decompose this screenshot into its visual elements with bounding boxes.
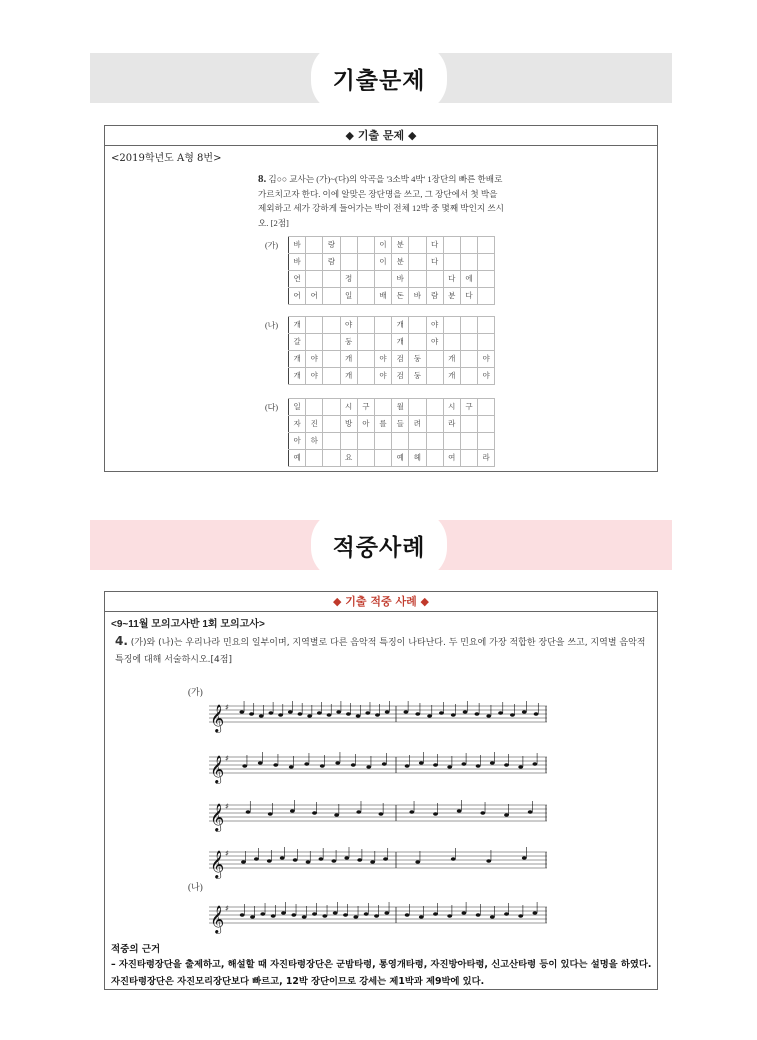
exam-question: [258, 172, 504, 230]
note-head: [320, 764, 325, 768]
grid-cell: 아: [289, 433, 306, 450]
note-head: [288, 710, 293, 714]
grid-cell: [426, 450, 443, 467]
grid-cell: [478, 288, 495, 305]
note-head: [344, 856, 349, 860]
note-head: [366, 765, 371, 769]
note-head: [246, 810, 251, 814]
grid-label: (다): [265, 403, 279, 412]
note-head: [451, 713, 456, 717]
grid-cell: [443, 433, 460, 450]
hit-box-header: ◆ 기출 적중 사례 ◆: [105, 592, 657, 612]
note-head: [504, 813, 509, 817]
grid-cell: [357, 317, 374, 334]
grid-cell: 연: [289, 271, 306, 288]
grid-cell: [374, 334, 391, 351]
grid-cell: [323, 399, 340, 416]
note-head: [447, 765, 452, 769]
grid-cell: [409, 317, 426, 334]
note-head: [353, 915, 358, 919]
note-head: [486, 714, 491, 718]
note-head: [522, 710, 527, 714]
grid-cell: 개: [289, 317, 306, 334]
grid-cell: 다: [443, 271, 460, 288]
sharp-icon: ♯: [225, 904, 229, 913]
grid-cell: 라: [478, 450, 495, 467]
grid-cell: 분: [443, 288, 460, 305]
note-head: [304, 762, 309, 766]
grid-cell: 야: [426, 317, 443, 334]
note-head: [433, 912, 438, 916]
note-head: [364, 912, 369, 916]
grid-cell: [460, 368, 477, 385]
grid-cell: 를: [374, 416, 391, 433]
section-title-hit: 적중사례: [311, 510, 447, 580]
note-head: [415, 712, 420, 716]
note-head: [281, 911, 286, 915]
note-head: [240, 913, 245, 917]
grid-row: [289, 368, 495, 385]
grid-cell: [409, 237, 426, 254]
note-head: [250, 915, 255, 919]
note-head: [336, 710, 341, 714]
grid-cell: 야: [374, 351, 391, 368]
note-head: [528, 810, 533, 814]
note-head: [298, 712, 303, 716]
grid-cell: [478, 433, 495, 450]
sharp-icon: ♯: [225, 754, 229, 763]
grid-label: (나): [265, 321, 279, 330]
grid-cell: [443, 254, 460, 271]
note-head: [476, 764, 481, 768]
score-staff-5: [209, 897, 549, 937]
grid-cell: 시: [443, 399, 460, 416]
note-head: [351, 763, 356, 767]
note-head: [480, 811, 485, 815]
note-head: [522, 856, 527, 860]
note-head: [385, 710, 390, 714]
grid-cell: 어: [289, 288, 306, 305]
grid-cell: [306, 334, 323, 351]
jangdan-grid: [288, 236, 495, 305]
grid-cell: 라: [443, 416, 460, 433]
grid-cell: 야: [478, 351, 495, 368]
note-head: [375, 713, 380, 717]
grid-cell: 개: [443, 368, 460, 385]
note-head: [419, 761, 424, 765]
grid-cell: [357, 433, 374, 450]
grid-cell: [357, 288, 374, 305]
grid-cell: 분: [392, 237, 409, 254]
grid-cell: 하: [306, 433, 323, 450]
grid-cell: [323, 450, 340, 467]
grid-cell: 배: [374, 288, 391, 305]
grid-cell: [443, 237, 460, 254]
note-head: [447, 914, 452, 918]
grid-cell: 정: [340, 271, 357, 288]
note-head: [419, 915, 424, 919]
note-head: [427, 714, 432, 718]
grid-cell: [478, 271, 495, 288]
grid-cell: [374, 433, 391, 450]
note-head: [312, 811, 317, 815]
note-head: [312, 912, 317, 916]
note-head: [260, 912, 265, 916]
sharp-icon: ♯: [225, 703, 229, 712]
grid-cell: [323, 317, 340, 334]
note-head: [379, 812, 384, 816]
grid-cell: [460, 351, 477, 368]
grid-cell: 분: [392, 254, 409, 271]
hit-question-text: (가)와 (나)는 우리나라 민요의 일부이며, 지역별로 다른 음악적 특징이 나타난다. 두 민요에 가장 적합한 장단을 쓰고, 지역별 음악적 특징에 대해 서술하시오.[4점]: [115, 638, 646, 665]
grid-cell: 들: [392, 416, 409, 433]
grid-cell: [306, 450, 323, 467]
grid-row: [289, 334, 495, 351]
note-head: [267, 859, 272, 863]
grid-cell: [357, 334, 374, 351]
note-head: [510, 713, 515, 717]
grid-cell: [409, 334, 426, 351]
note-head: [475, 712, 480, 716]
grid-cell: 어: [306, 288, 323, 305]
grid-cell: [357, 368, 374, 385]
grid-cell: 구: [460, 399, 477, 416]
note-head: [463, 710, 468, 714]
grid-cell: 개: [392, 334, 409, 351]
grid-cell: [478, 399, 495, 416]
exam-question-number: 8.: [258, 173, 267, 185]
grid-cell: 야: [340, 317, 357, 334]
grid-cell: 일: [340, 288, 357, 305]
grid-cell: 야: [306, 368, 323, 385]
exam-source: <2019학년도 A형 8번>: [111, 153, 222, 164]
grid-cell: [374, 399, 391, 416]
note-head: [374, 914, 379, 918]
grid-cell: [426, 416, 443, 433]
grid-cell: 바: [409, 288, 426, 305]
grid-cell: [426, 399, 443, 416]
grid-cell: [443, 317, 460, 334]
note-head: [476, 913, 481, 917]
grid-cell: 다: [426, 254, 443, 271]
grid-cell: 돈: [392, 288, 409, 305]
note-head: [331, 859, 336, 863]
grid-cell: [323, 368, 340, 385]
score-staff-1: [209, 696, 549, 736]
grid-cell: [392, 433, 409, 450]
hit-source: <9~11월 모의고사반 1회 모의고사>: [111, 619, 265, 630]
grid-cell: [460, 254, 477, 271]
note-head: [382, 762, 387, 766]
grid-cell: [460, 433, 477, 450]
grid-cell: 예: [289, 450, 306, 467]
grid-cell: 바: [392, 271, 409, 288]
grid-cell: 개: [443, 351, 460, 368]
grid-cell: 람: [323, 254, 340, 271]
grid-cell: [357, 237, 374, 254]
grid-cell: [409, 433, 426, 450]
grid-cell: [374, 317, 391, 334]
note-head: [498, 711, 503, 715]
grid-cell: [374, 450, 391, 467]
grid-cell: [460, 237, 477, 254]
note-head: [334, 813, 339, 817]
note-head: [259, 714, 264, 718]
grid-row: [289, 433, 495, 450]
grid-row: [289, 450, 495, 467]
grid-cell: [426, 368, 443, 385]
score-staff-2: [209, 747, 549, 787]
grid-cell: 월: [392, 399, 409, 416]
grid-cell: [306, 254, 323, 271]
grid-row: [289, 254, 495, 271]
grid-cell: 아: [357, 416, 374, 433]
grid-cell: 검: [392, 351, 409, 368]
note-head: [533, 911, 538, 915]
note-head: [404, 710, 409, 714]
exam-question-text: 김○○ 교사는 (가)~(다)의 악곡을 '3소박 4박' 1장단의 빠른 한배로 가르치고자 한다. 이에 알맞은 장단명을 쓰고, 그 장단에서 첫 박을 제외하고 세가 강하게 들어가는 박이 전체 12박 중 몇째 박인지 쓰시오. [2점]: [258, 174, 504, 228]
note-head: [518, 765, 523, 769]
note-head: [322, 914, 327, 918]
grid-cell: 이: [374, 254, 391, 271]
grid-cell: [357, 254, 374, 271]
grid-row: [289, 351, 495, 368]
score-staff-4: [209, 842, 549, 882]
grid-cell: [306, 271, 323, 288]
grid-cell: 개: [392, 317, 409, 334]
exam-question-box: [104, 125, 658, 472]
grid-cell: 야: [478, 368, 495, 385]
note-head: [504, 763, 509, 767]
grid-cell: 갈: [289, 334, 306, 351]
sharp-icon: ♯: [225, 802, 229, 811]
grid-cell: [443, 334, 460, 351]
grid-cell: [478, 334, 495, 351]
note-head: [249, 712, 254, 716]
note-head: [291, 913, 296, 917]
note-head: [254, 857, 259, 861]
grid-cell: [460, 416, 477, 433]
grid-cell: [340, 433, 357, 450]
grid-cell: 요: [340, 450, 357, 467]
grid-cell: 다: [426, 237, 443, 254]
grid-cell: 개: [340, 351, 357, 368]
note-head: [462, 911, 467, 915]
grid-cell: [426, 271, 443, 288]
note-head: [271, 914, 276, 918]
grid-cell: [374, 271, 391, 288]
grid-cell: [460, 317, 477, 334]
grid-cell: 일: [289, 399, 306, 416]
note-head: [258, 761, 263, 765]
grid-cell: [323, 271, 340, 288]
grid-cell: [323, 416, 340, 433]
grid-cell: [426, 433, 443, 450]
note-head: [415, 860, 420, 864]
basis-text: – 자진타령장단을 출제하고, 해설할 때 자진타령장단은 군밤타령, 통영개타령, 자진방아타령, 신고산타령 등이 있다는 설명을 하였다. 자진타령장단은 자진모리장단보다 빠르고, 12박 장단이므로 강세는 제1박과 제9박에 있다.: [111, 959, 652, 987]
note-head: [346, 712, 351, 716]
grid-cell: 바: [289, 237, 306, 254]
grid-cell: [426, 351, 443, 368]
note-head: [280, 856, 285, 860]
exam-box-header: ◆ 기출 문제 ◆: [105, 126, 657, 146]
note-head: [490, 915, 495, 919]
grid-cell: [323, 351, 340, 368]
note-head: [462, 762, 467, 766]
grid-cell: [357, 271, 374, 288]
grid-cell: 바: [289, 254, 306, 271]
note-head: [433, 763, 438, 767]
note-head: [343, 913, 348, 917]
treble-clef-icon: 𝄞: [210, 803, 225, 831]
note-head: [293, 858, 298, 862]
grid-cell: [409, 399, 426, 416]
grid-cell: [323, 288, 340, 305]
note-head: [409, 810, 414, 814]
score-label-a: (가): [188, 687, 203, 697]
grid-row: [289, 271, 495, 288]
grid-row: [289, 399, 495, 416]
section-title-exam: 기출문제: [311, 43, 447, 113]
grid-cell: [460, 450, 477, 467]
note-head: [307, 714, 312, 718]
note-head: [356, 714, 361, 718]
note-head: [383, 857, 388, 861]
grid-row: [289, 416, 495, 433]
basis-title: 적중의 근거: [111, 944, 161, 955]
grid-cell: 개: [289, 368, 306, 385]
sharp-icon: ♯: [225, 849, 229, 858]
score-staff-3: [209, 795, 549, 835]
grid-cell: 둥: [409, 351, 426, 368]
grid-cell: [409, 254, 426, 271]
note-head: [241, 860, 246, 864]
note-head: [534, 712, 539, 716]
note-head: [268, 812, 273, 816]
note-head: [504, 912, 509, 916]
note-head: [239, 710, 244, 714]
hit-question: [115, 633, 647, 669]
grid-cell: [340, 254, 357, 271]
grid-cell: 에: [460, 271, 477, 288]
grid-cell: 여: [443, 450, 460, 467]
grid-cell: [460, 334, 477, 351]
treble-clef-icon: 𝄞: [210, 755, 225, 783]
note-head: [290, 809, 295, 813]
note-head: [242, 764, 247, 768]
note-head: [317, 711, 322, 715]
treble-clef-icon: 𝄞: [210, 704, 225, 732]
note-head: [356, 810, 361, 814]
grid-cell: 구: [357, 399, 374, 416]
note-head: [319, 857, 324, 861]
grid-cell: 야: [306, 351, 323, 368]
note-head: [365, 711, 370, 715]
note-head: [457, 809, 462, 813]
note-head: [451, 857, 456, 861]
grid-cell: 둥: [409, 368, 426, 385]
grid-cell: 둥: [340, 334, 357, 351]
note-head: [518, 914, 523, 918]
grid-cell: 개: [289, 351, 306, 368]
note-head: [278, 713, 283, 717]
treble-clef-icon: 𝄞: [210, 905, 225, 933]
grid-cell: 진: [306, 416, 323, 433]
note-head: [405, 764, 410, 768]
grid-cell: [306, 399, 323, 416]
note-head: [306, 860, 311, 864]
note-head: [533, 762, 538, 766]
hit-case-box: [104, 591, 658, 990]
grid-cell: 이: [374, 237, 391, 254]
note-head: [302, 915, 307, 919]
grid-cell: 검: [392, 368, 409, 385]
grid-cell: [478, 317, 495, 334]
note-head: [335, 761, 340, 765]
grid-cell: 개: [340, 368, 357, 385]
grid-cell: 랑: [323, 237, 340, 254]
note-head: [333, 911, 338, 915]
note-head: [439, 711, 444, 715]
grid-label: (가): [265, 241, 279, 250]
jangdan-grid: [288, 316, 495, 385]
grid-cell: 헤: [409, 450, 426, 467]
grid-cell: [478, 254, 495, 271]
note-head: [405, 913, 410, 917]
grid-cell: [306, 317, 323, 334]
grid-cell: [306, 237, 323, 254]
grid-cell: 다: [460, 288, 477, 305]
note-head: [433, 812, 438, 816]
grid-cell: [323, 433, 340, 450]
jangdan-grid: [288, 398, 495, 467]
grid-cell: 야: [374, 368, 391, 385]
note-head: [384, 911, 389, 915]
treble-clef-icon: 𝄞: [210, 850, 225, 878]
grid-cell: 방: [340, 416, 357, 433]
note-head: [370, 860, 375, 864]
grid-cell: [340, 237, 357, 254]
note-head: [269, 711, 274, 715]
grid-cell: [357, 351, 374, 368]
hit-question-number: 4.: [115, 634, 128, 648]
grid-cell: [478, 416, 495, 433]
note-head: [486, 859, 491, 863]
grid-cell: [409, 271, 426, 288]
grid-cell: [357, 450, 374, 467]
grid-row: [289, 317, 495, 334]
note-head: [357, 858, 362, 862]
grid-cell: [323, 334, 340, 351]
grid-cell: 예: [392, 450, 409, 467]
grid-row: [289, 288, 495, 305]
grid-cell: 자: [289, 416, 306, 433]
grid-cell: 람: [426, 288, 443, 305]
note-head: [273, 763, 278, 767]
grid-row: [289, 237, 495, 254]
score-label-b: (나): [188, 882, 203, 892]
note-head: [327, 713, 332, 717]
grid-cell: 려: [409, 416, 426, 433]
grid-cell: 시: [340, 399, 357, 416]
grid-cell: 야: [426, 334, 443, 351]
note-head: [490, 761, 495, 765]
note-head: [289, 765, 294, 769]
grid-cell: [478, 237, 495, 254]
